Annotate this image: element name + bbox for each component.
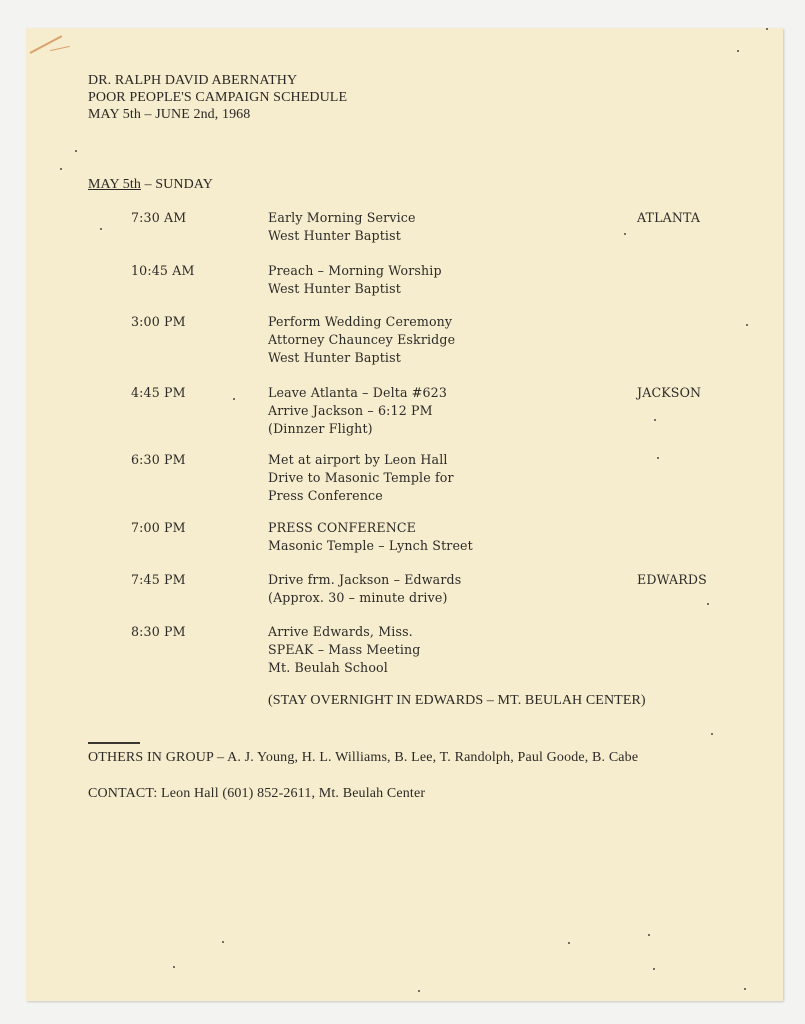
paper-speck xyxy=(653,968,655,970)
entry-line: West Hunter Baptist xyxy=(268,281,401,296)
entry-location: EDWARDS xyxy=(637,572,707,587)
entry-location: JACKSON xyxy=(637,385,702,400)
header-date-range: MAY 5th – JUNE 2nd, 1968 xyxy=(88,107,251,122)
entry-line: (Approx. 30 – minute drive) xyxy=(268,590,448,605)
entry-line: PRESS CONFERENCE xyxy=(268,520,417,535)
entry-time: 7:45 PM xyxy=(131,572,186,587)
paper-speck xyxy=(173,966,175,968)
entry-time: 7:00 PM xyxy=(131,520,186,535)
entry-details xyxy=(268,313,455,367)
document-page xyxy=(26,28,783,1001)
entry-line: Attorney Chauncey Eskridge xyxy=(268,332,456,347)
entry-line: Arrive Edwards, Miss. xyxy=(268,624,413,639)
entry-details xyxy=(268,209,416,245)
entry-line: Press Conference xyxy=(268,488,383,503)
paper-speck xyxy=(746,324,748,326)
entry-line: SPEAK – Mass Meeting xyxy=(268,642,421,657)
overnight-note: (STAY OVERNIGHT IN EDWARDS – MT. BEULAH CENTER) xyxy=(268,693,646,708)
entry-line: (Dinnzer Flight) xyxy=(268,421,373,436)
entry-line: West Hunter Baptist xyxy=(268,350,401,365)
paper-speck xyxy=(624,233,626,235)
entry-line: Arrive Jackson – 6:12 PM xyxy=(268,403,433,418)
paper-speck xyxy=(418,990,420,992)
entry-details xyxy=(268,451,454,505)
entry-location: ATLANTA xyxy=(637,210,701,225)
header-name: DR. RALPH DAVID ABERNATHY xyxy=(88,73,298,88)
day-heading xyxy=(88,176,213,194)
day-date: MAY 5th xyxy=(88,177,141,192)
entry-time: 6:30 PM xyxy=(131,452,186,467)
entry-line: Preach – Morning Worship xyxy=(268,263,442,278)
paper-speck xyxy=(60,168,62,170)
entry-details xyxy=(268,262,442,298)
contact-line: CONTACT: Leon Hall (601) 852-2611, Mt. Beulah Center xyxy=(88,786,426,801)
entry-details xyxy=(268,571,461,607)
paper-speck xyxy=(711,733,713,735)
paper-speck xyxy=(100,228,102,230)
entry-line: Drive frm. Jackson – Edwards xyxy=(268,572,462,587)
entry-time: 7:30 AM xyxy=(131,210,187,225)
divider-rule xyxy=(88,742,140,744)
paper-speck xyxy=(744,988,746,990)
entry-line: West Hunter Baptist xyxy=(268,228,401,243)
entry-details xyxy=(268,519,473,555)
entry-line: Mt. Beulah School xyxy=(268,660,388,675)
entry-details xyxy=(268,384,447,438)
entry-line: Early Morning Service xyxy=(268,210,416,225)
paper-speck xyxy=(737,50,739,52)
entry-line: Met at airport by Leon Hall xyxy=(268,452,448,467)
paper-speck xyxy=(222,941,224,943)
entry-line: Leave Atlanta – Delta #623 xyxy=(268,385,447,400)
entry-time: 8:30 PM xyxy=(131,624,186,639)
paper-speck xyxy=(648,934,650,936)
paper-speck xyxy=(568,942,570,944)
day-weekday: – SUNDAY xyxy=(144,177,213,192)
entry-details xyxy=(268,623,421,677)
paper-speck xyxy=(657,457,659,459)
header-title: POOR PEOPLE'S CAMPAIGN SCHEDULE xyxy=(88,90,348,105)
entry-time: 4:45 PM xyxy=(131,385,186,400)
entry-line: Masonic Temple – Lynch Street xyxy=(268,538,473,553)
entry-time: 10:45 AM xyxy=(131,263,195,278)
entry-time: 3:00 PM xyxy=(131,314,186,329)
paper-speck xyxy=(654,419,656,421)
paper-speck xyxy=(75,150,77,152)
paper-speck xyxy=(707,603,709,605)
others-in-group: OTHERS IN GROUP – A. J. Young, H. L. Williams, B. Lee, T. Randolph, Paul Goode, B. Cabe xyxy=(88,750,639,765)
entry-line: Perform Wedding Ceremony xyxy=(268,314,453,329)
paper-speck xyxy=(233,398,235,400)
paper-speck xyxy=(766,28,768,30)
entry-line: Drive to Masonic Temple for xyxy=(268,470,454,485)
